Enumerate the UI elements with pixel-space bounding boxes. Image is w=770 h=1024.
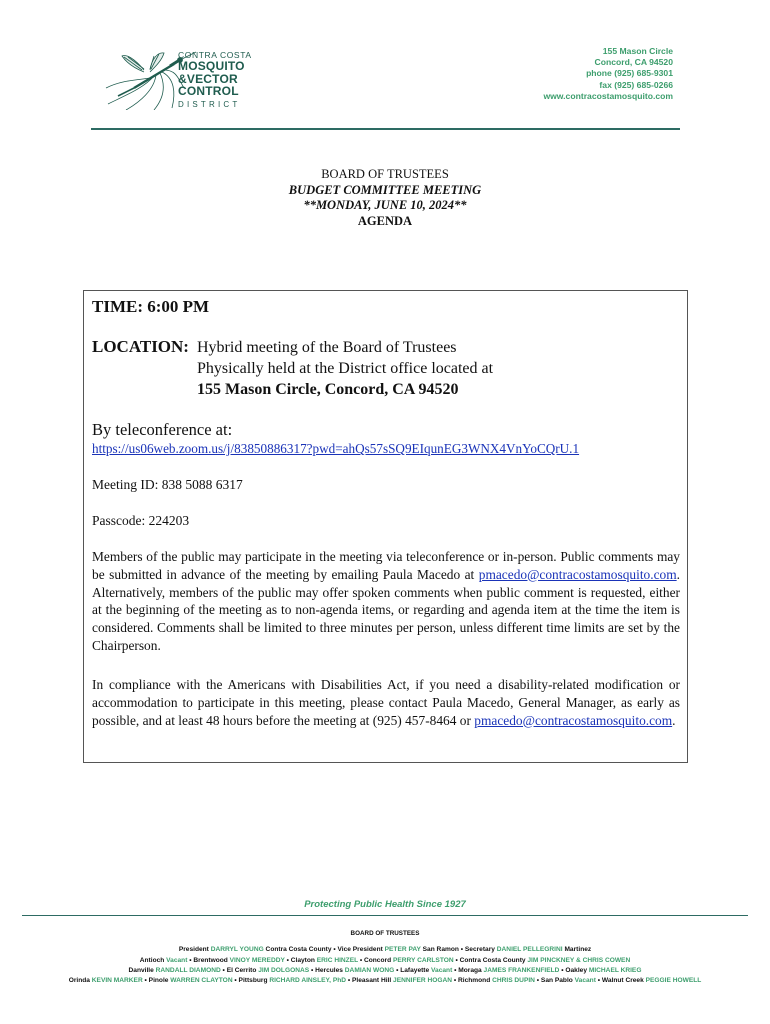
roster-text: • Walnut Creek <box>595 977 646 984</box>
roster-text: President <box>178 946 211 953</box>
trustee-roster-row-3 <box>0 967 770 974</box>
roster-text: • Concord <box>358 957 393 964</box>
p1-text-a: Members of the public may participate in the meeting via teleconference or in-person. Public comments may be submitted in advance of the meeting by emailing Paula Macedo at <box>92 549 680 582</box>
trustee-name: Vacant <box>431 967 453 974</box>
agenda-heading <box>0 167 770 229</box>
trustee-name: WARREN CLAYTON <box>170 977 233 984</box>
address-street: 155 Mason Circle <box>602 46 673 56</box>
teleconference-label: By teleconference at: <box>92 420 233 439</box>
roster-text: Contra Costa County • Vice President <box>263 946 385 953</box>
location-label: LOCATION: <box>92 337 189 356</box>
roster-text: • El Cerrito <box>220 967 259 974</box>
trustee-roster-row-2 <box>0 957 770 964</box>
ada-compliance-paragraph <box>92 676 680 729</box>
footer-divider <box>22 915 748 916</box>
address-city: Concord, CA 94520 <box>594 57 673 68</box>
roster-text: • Clayton <box>284 957 317 964</box>
roster-text: • Moraga <box>452 967 484 974</box>
location-line-1: Hybrid meeting of the Board of Trustees <box>197 339 457 356</box>
trustee-name: MICHAEL KRIEG <box>588 967 642 974</box>
trustee-name: VINOY MEREDDY <box>229 957 285 964</box>
location-line-2: Physically held at the District office located at <box>197 360 494 377</box>
email-link-2[interactable]: pmacedo@contracostamosquito.com <box>474 712 673 728</box>
meeting-time: TIME: 6:00 PM <box>92 297 210 316</box>
logo-wordmark <box>178 50 252 111</box>
trustee-name: JIM DOLGONAS <box>258 967 310 974</box>
address-fax: fax (925) 685-0266 <box>599 79 673 90</box>
heading-agenda: AGENDA <box>357 213 413 228</box>
roster-text: • Hercules <box>309 967 345 974</box>
address-website-link[interactable]: www.contracostamosquito.com <box>543 90 673 101</box>
roster-text: • Pinole <box>142 977 171 984</box>
trustee-name: JIM PINCKNEY & CHRIS COWEN <box>527 957 631 964</box>
p2-text-a: In compliance with the Americans with Disabilities Act, if you need a disability-related modification or accommodation to participate in this meeting, please contact Paula Macedo, General Manager, as early as possible, and at least 48 hours before the meeting at (925) 457-8464 or <box>92 677 680 728</box>
roster-text: • San Pablo <box>534 977 575 984</box>
roster-text: Martinez <box>562 946 592 953</box>
logo-line-control: CONTROL <box>178 84 239 98</box>
roster-text: Antioch <box>139 957 167 964</box>
roster-text: • Brentwood <box>187 957 230 964</box>
location-details <box>197 337 493 400</box>
trustee-name: PEGGIE HOWELL <box>645 977 702 984</box>
zoom-link[interactable]: https://us06web.zoom.us/j/83850886317?pwd=ahQs57sSQ9EIqunEG3WNX4VnYoCQrU.1 <box>92 441 580 456</box>
trustee-name: DANIEL PELLEGRINI <box>496 946 563 953</box>
meeting-info-box <box>83 290 688 763</box>
roster-text: • Oakley <box>559 967 589 974</box>
roster-text: • Richmond <box>452 977 493 984</box>
meeting-id: Meeting ID: 838 5088 6317 <box>92 477 243 492</box>
email-link[interactable]: pmacedo@contracostamosquito.com <box>478 566 677 582</box>
roster-text: • Pleasant Hill <box>346 977 394 984</box>
roster-text: San Ramon • Secretary <box>420 946 497 953</box>
trustee-name: ERIC HINZEL <box>316 957 359 964</box>
trustee-name: CHRIS DUPIN <box>492 977 535 984</box>
trustee-roster-row-1 <box>0 946 770 953</box>
trustee-name: DARRYL YOUNG <box>210 946 264 953</box>
logo-line-contra-costa: CONTRA COSTA <box>178 50 252 60</box>
roster-text: • Lafayette <box>394 967 432 974</box>
header-divider <box>91 128 680 130</box>
trustee-name: JAMES FRANKENFIELD <box>483 967 560 974</box>
trustee-roster-row-4 <box>0 977 770 984</box>
trustee-name: PERRY CARLSTON <box>392 957 454 964</box>
trustee-name: KEVIN MARKER <box>91 977 143 984</box>
logo-line-district: DISTRICT <box>178 99 241 109</box>
roster-text: • Pittsburg <box>232 977 270 984</box>
trustee-name: RANDALL DIAMOND <box>155 967 221 974</box>
location-line-3: 155 Mason Circle, Concord, CA 94520 <box>197 381 459 398</box>
trustee-name: DAMIAN WONG <box>344 967 395 974</box>
logo-line-mosquito: MOSQUITO <box>178 59 245 73</box>
trustee-name: Vacant <box>166 957 188 964</box>
heading-board: BOARD OF TRUSTEES <box>321 167 449 181</box>
p2-text-b: . <box>672 712 676 728</box>
p1-text-b: . Alternatively, members of the public may offer spoken comments when public comment is requested, either at the beginning of the meeting as to non-agenda items, or regarding and agenda item at the time the item is considered. Comments shall be limited to three minutes per person, unless different time limits are set by the Chairperson. <box>92 566 680 653</box>
passcode: Passcode: 224203 <box>92 513 190 528</box>
trustee-name: PETER PAY <box>384 946 421 953</box>
trustee-name: JENNIFER HOGAN <box>393 977 453 984</box>
district-address <box>543 46 673 102</box>
logo-line-vector: &VECTOR <box>178 71 238 86</box>
heading-meeting: BUDGET COMMITTEE MEETING <box>288 182 482 197</box>
public-participation-paragraph <box>92 548 680 655</box>
address-phone: phone (925) 685-9301 <box>586 68 673 79</box>
heading-date: **MONDAY, JUNE 10, 2024** <box>303 198 467 212</box>
roster-text: Orinda <box>68 977 92 984</box>
trustee-name: RICHARD AINSLEY, PhD <box>269 977 347 984</box>
roster-text: • Contra Costa County <box>453 957 528 964</box>
footer-tagline: Protecting Public Health Since 1927 <box>304 899 466 910</box>
trustee-name: Vacant <box>574 977 596 984</box>
roster-text: Danville <box>128 967 156 974</box>
footer-board-title: BOARD OF TRUSTEES <box>350 930 420 937</box>
